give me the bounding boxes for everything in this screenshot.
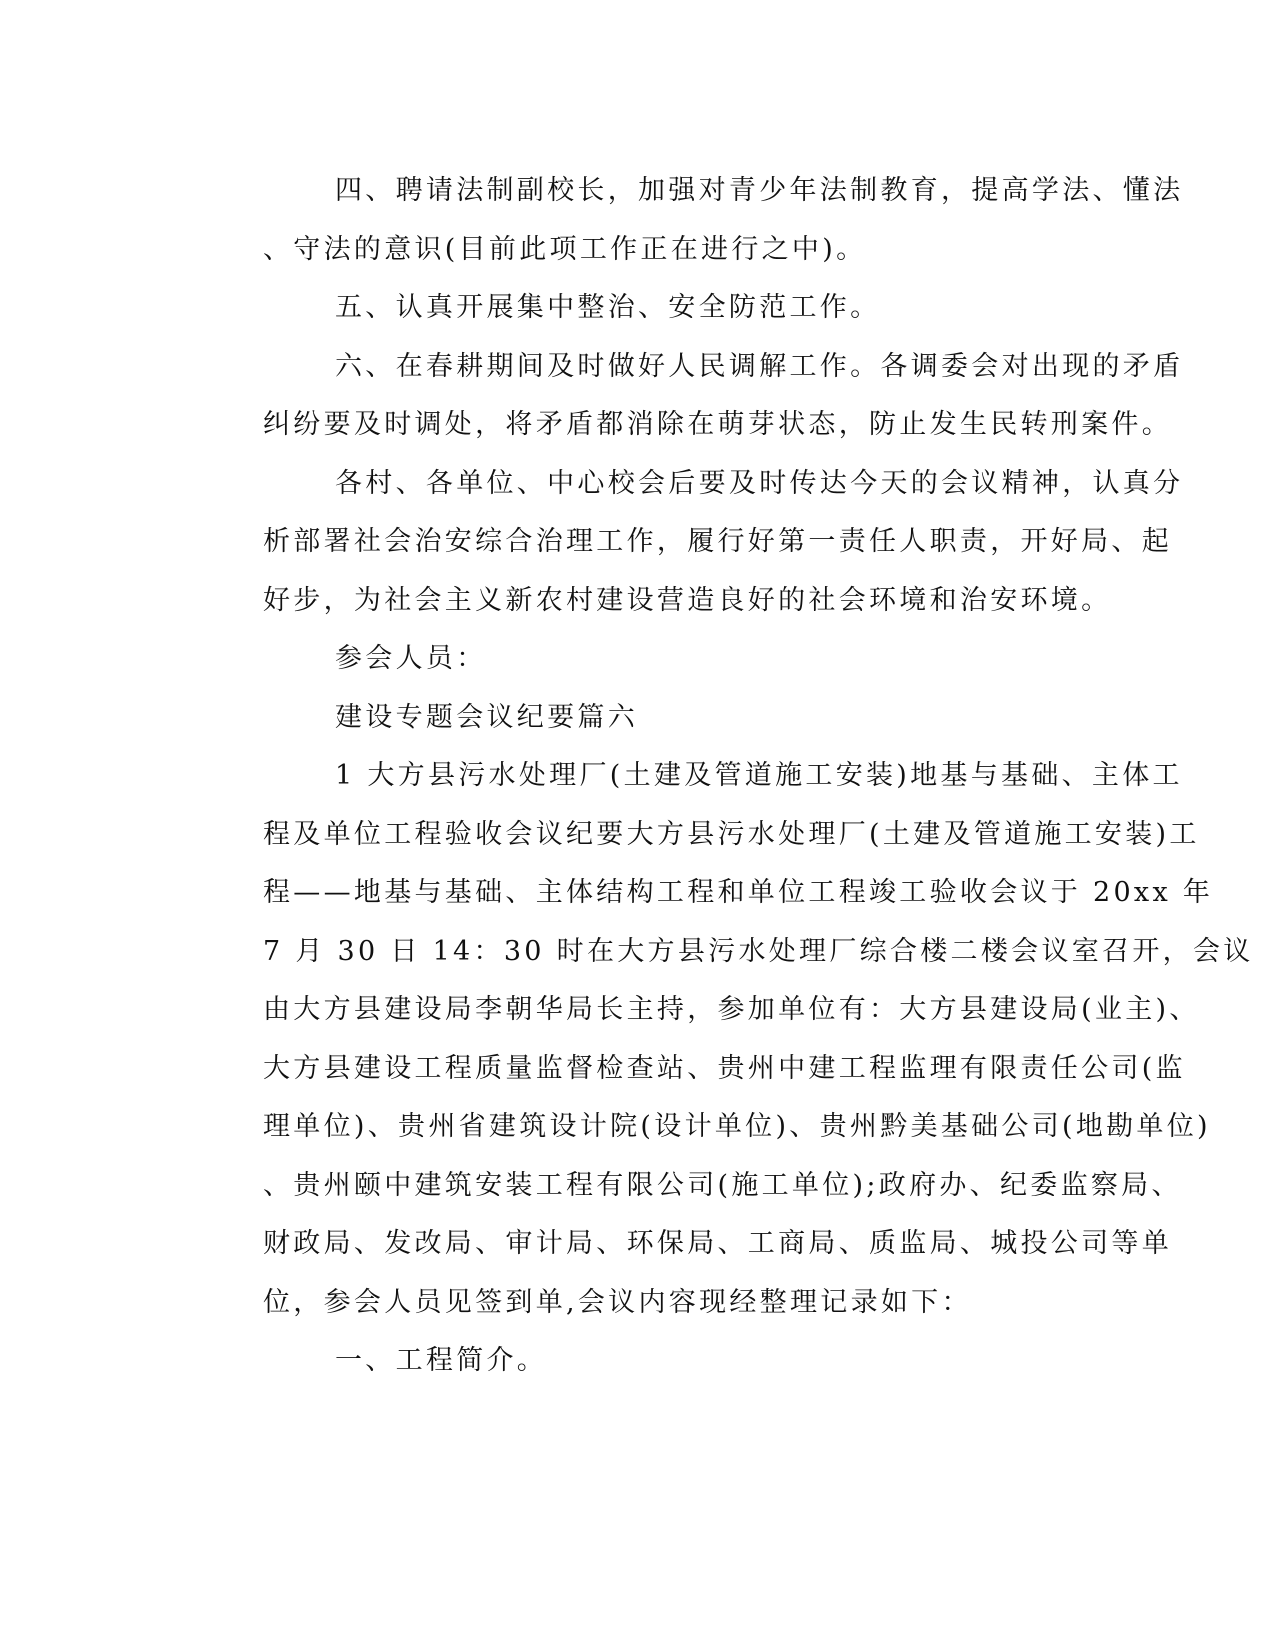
- text-line: 、守法的意识(目前此项工作正在进行之中)。: [263, 233, 867, 265]
- paragraph-item-five: [191, 279, 1071, 338]
- text-line: 纠纷要及时调处，将矛盾都消除在萌芽状态，防止发生民转刑案件。: [263, 409, 1172, 440]
- text-line: 程——地基与基础、主体结构工程和单位工程竣工验收会议于 20xx 年: [263, 877, 1214, 908]
- text-line: 建设专题会议纪要篇六: [335, 701, 638, 733]
- text-line: 程及单位工程验收会议纪要大方县污水处理厂(土建及管道施工安装)工: [263, 818, 1200, 850]
- text-line: 参会人员：: [335, 643, 487, 674]
- text-line: 六、在春耕期间及时做好人民调解工作。各调委会对出现的矛盾: [335, 350, 1184, 382]
- text-line: 7 月 30 日 14：30 时在大方县污水处理厂综合楼二楼会议室召开，会议: [263, 935, 1254, 967]
- text-line: 位，参会人员见签到单,会议内容现经整理记录如下：: [263, 1286, 972, 1318]
- text-line: 财政局、发改局、审计局、环保局、工商局、质监局、城投公司等单: [263, 1228, 1172, 1259]
- paragraph-attendees: [191, 630, 1071, 689]
- document-body: [191, 162, 1254, 1391]
- section-heading: [191, 689, 1071, 748]
- paragraph-conclusion: [191, 455, 1184, 631]
- text-line: 五、认真开展集中整治、安全防范工作。: [335, 292, 881, 323]
- text-line: 四、聘请法制副校长，加强对青少年法制教育，提高学法、懂法: [335, 175, 1184, 206]
- text-line: 各村、各单位、中心校会后要及时传达今天的会议精神，认真分: [335, 467, 1184, 499]
- text-line: 大方县建设工程质量监督检查站、贵州中建工程监理有限责任公司(监: [263, 1052, 1186, 1084]
- paragraph-project-intro: [191, 1332, 1071, 1391]
- text-line: 一、工程简介。: [335, 1345, 548, 1376]
- text-line: 理单位)、贵州省建筑设计院(设计单位)、贵州黔美基础公司(地勘单位): [263, 1111, 1211, 1142]
- text-line: 好步，为社会主义新农村建设营造良好的社会环境和治安环境。: [263, 584, 1112, 616]
- paragraph-item-four: [191, 162, 1184, 279]
- text-line: 1 大方县污水处理厂(土建及管道施工安装)地基与基础、主体工: [335, 760, 1183, 791]
- paragraph-item-six: [191, 338, 1184, 455]
- paragraph-project-minutes: [191, 747, 1254, 1332]
- text-line: 析部署社会治安综合治理工作，履行好第一责任人职责，开好局、起: [263, 526, 1172, 557]
- text-line: 、贵州颐中建筑安装工程有限公司(施工单位);政府办、纪委监察局、: [263, 1169, 1182, 1201]
- text-line: 由大方县建设局李朝华局长主持，参加单位有：大方县建设局(业主)、: [263, 994, 1200, 1025]
